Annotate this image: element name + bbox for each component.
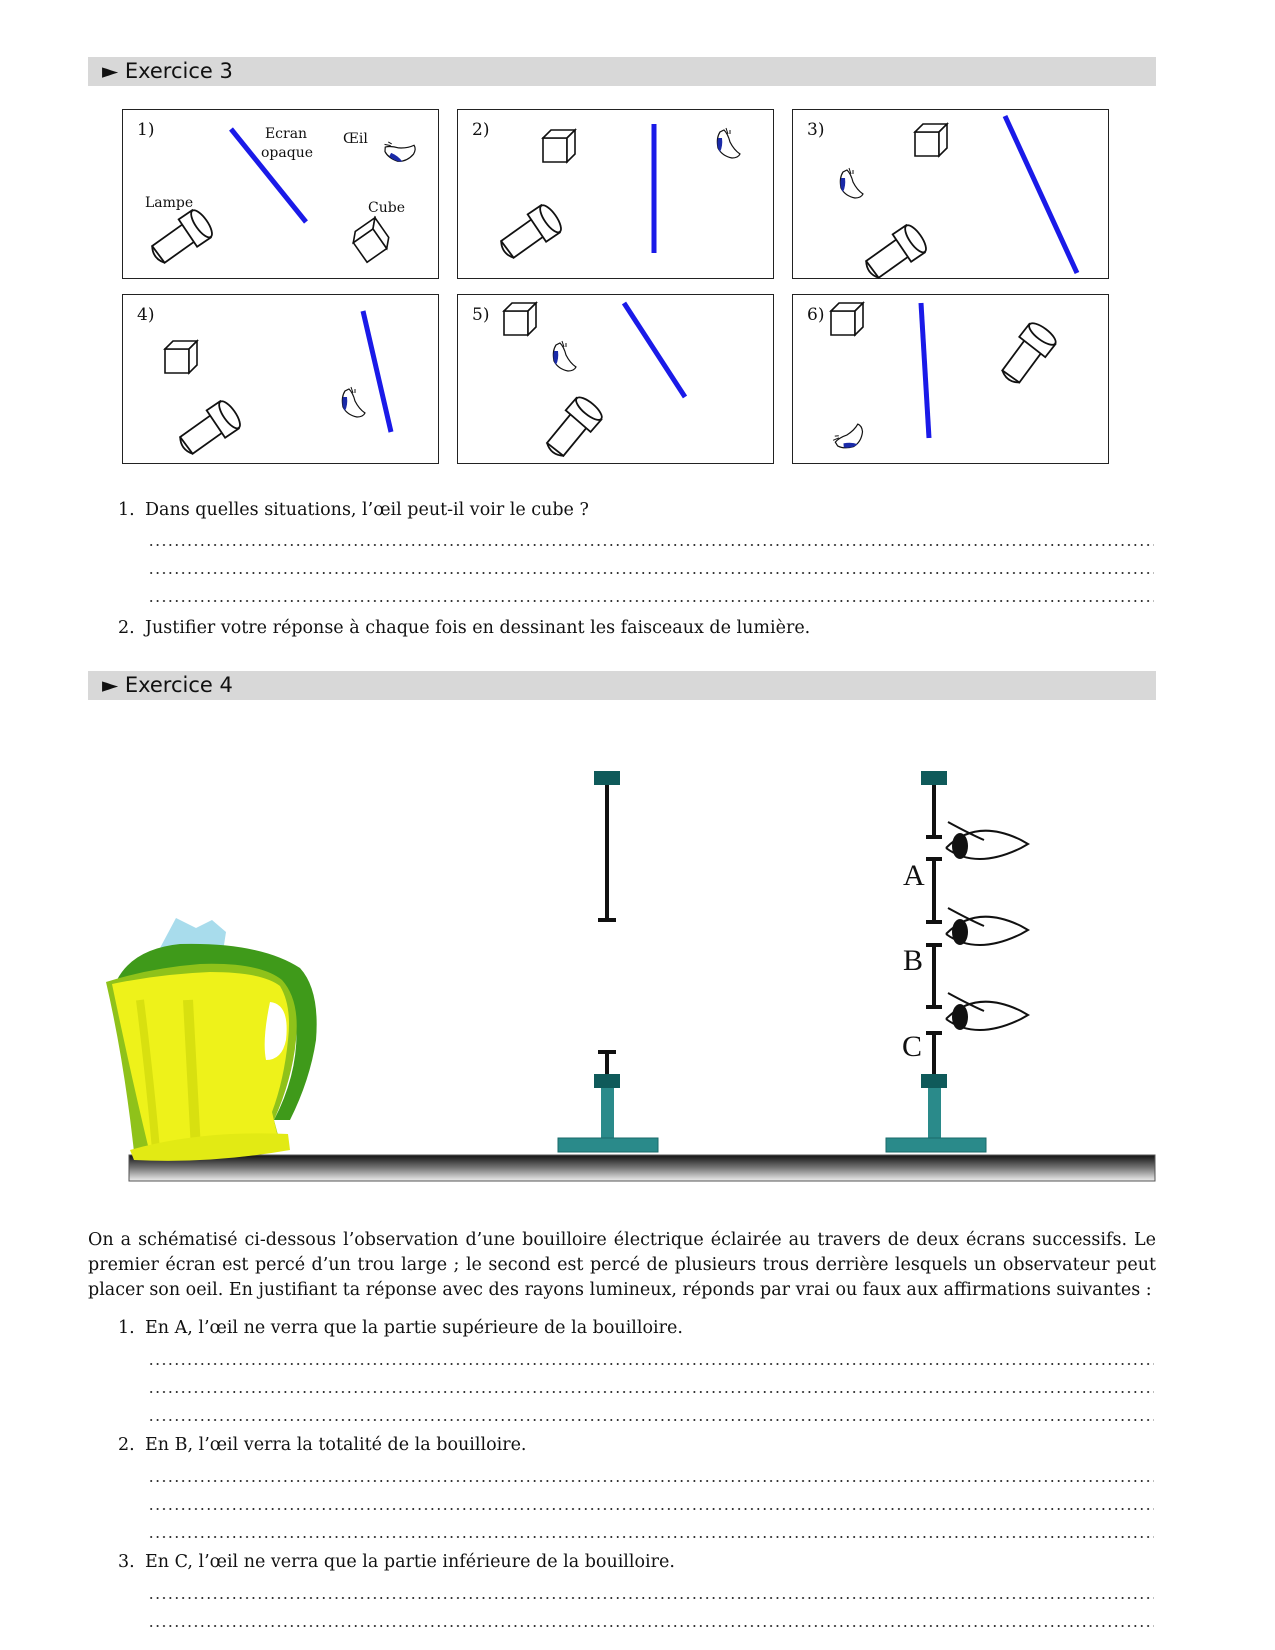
answer-line[interactable] bbox=[148, 1362, 1154, 1366]
hole-label-c: C bbox=[902, 1030, 923, 1063]
observer-eye-a-icon bbox=[946, 822, 1028, 859]
label-screen: Ecran opaque bbox=[261, 126, 314, 161]
top-clamp bbox=[921, 771, 947, 785]
hole-label-b: B bbox=[903, 944, 924, 977]
question-text: En C, l’œil ne verra que la partie inférieure de la bouilloire. bbox=[145, 1552, 675, 1572]
answer-line[interactable] bbox=[148, 1596, 1154, 1600]
observer-eye-c-icon bbox=[946, 993, 1028, 1030]
exercise4-question-1 bbox=[118, 1318, 683, 1338]
top-clamp bbox=[594, 771, 620, 785]
question-number: 1. bbox=[118, 1318, 135, 1338]
hole-label-a: A bbox=[903, 859, 925, 892]
question-text: Justifier votre réponse à chaque fois en dessinant les faisceaux de lumière. bbox=[145, 618, 811, 638]
answer-line[interactable] bbox=[148, 1479, 1154, 1483]
label-cube: Cube bbox=[368, 200, 405, 216]
exercise4-intro: On a schématisé ci-dessous l’observation d’une bouilloire électrique éclairée au travers de deux écrans successifs. Le premier écran est percé d’un trou large ; le second est percé de plusieurs trous derrière lesquels un observateur peut placer son oeil. En justifiant ta réponse avec des rayons lumineux, réponds par vrai ou faux aux affirmations suivantes : bbox=[88, 1230, 1156, 1300]
question-text: En B, l’œil verra la totalité de la bouilloire. bbox=[145, 1435, 527, 1455]
exercise4-question-3 bbox=[118, 1552, 675, 1572]
stand-base bbox=[886, 1138, 986, 1152]
question-number: 3. bbox=[118, 1552, 135, 1572]
panel-number: 5) bbox=[472, 305, 490, 325]
answer-line[interactable] bbox=[148, 1418, 1154, 1422]
panel-number: 6) bbox=[807, 305, 825, 325]
stand-rod bbox=[601, 1088, 614, 1138]
question-text: Dans quelles situations, l’œil peut-il voir le cube ? bbox=[145, 500, 589, 520]
observer-eye-b-icon bbox=[946, 908, 1028, 945]
exercise4-question-2 bbox=[118, 1435, 527, 1455]
answer-line[interactable] bbox=[148, 1535, 1154, 1539]
panel-number: 4) bbox=[137, 305, 155, 325]
bottom-clamp bbox=[594, 1074, 620, 1088]
exercise4-title: ► Exercice 4 bbox=[102, 673, 233, 697]
label-lamp: Lampe bbox=[145, 195, 194, 211]
first-screen-stand bbox=[558, 771, 658, 1152]
bottom-clamp bbox=[921, 1074, 947, 1088]
second-screen-stand bbox=[886, 771, 986, 1152]
exercise3-title: ► Exercice 3 bbox=[102, 59, 233, 83]
answer-line[interactable] bbox=[148, 1624, 1154, 1628]
question-number: 2. bbox=[118, 618, 135, 638]
panel-number: 1) bbox=[137, 120, 155, 140]
panel-number: 2) bbox=[472, 120, 490, 140]
table-surface bbox=[129, 1155, 1155, 1181]
question-number: 1. bbox=[118, 500, 135, 520]
panel-number: 3) bbox=[807, 120, 825, 140]
stand-rod bbox=[928, 1088, 941, 1138]
question-number: 2. bbox=[118, 1435, 135, 1455]
stand-base bbox=[558, 1138, 658, 1152]
label-eye: Œil bbox=[343, 131, 368, 147]
kettle-illustration bbox=[106, 918, 317, 1161]
answer-line[interactable] bbox=[148, 1507, 1154, 1511]
question-text: En A, l’œil ne verra que la partie supérieure de la bouilloire. bbox=[145, 1318, 683, 1338]
answer-line[interactable] bbox=[148, 1390, 1154, 1394]
